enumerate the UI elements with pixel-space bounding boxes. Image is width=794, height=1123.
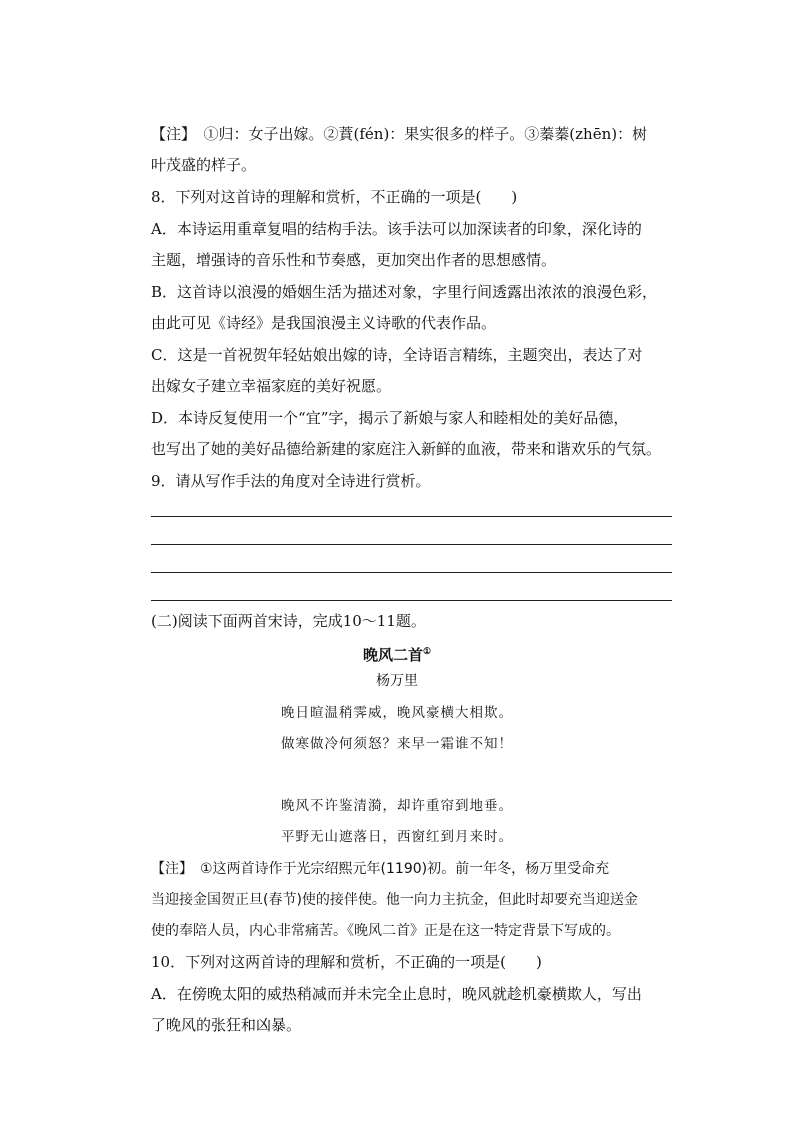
note-line: 叶茂盛的样子。 xyxy=(151,156,257,174)
poem-title: 晚风二首① xyxy=(362,646,432,664)
note-line: 【注】 ①这两首诗作于光宗绍熙元年(1190)初。前一年冬，杨万里受命充 xyxy=(151,861,610,877)
option-c-line: 出嫁女子建立幸福家庭的美好祝愿。 xyxy=(151,377,392,395)
option-d-line: D．本诗反复使用一个“宜”字，揭示了新娘与家人和睦相处的美好品德， xyxy=(151,409,629,427)
question-10-stem: 10．下列对这两首诗的理解和赏析，不正确的一项是( ) xyxy=(151,953,542,971)
option-a-line: A．在傍晚太阳的威热稍减而并未完全止息时，晚风就趁机豪横欺人，写出 xyxy=(151,985,642,1003)
note-line: 【注】 ①归：女子出嫁。②蕡(fén)：果实很多的样子。③蓁蓁(zhēn)：树 xyxy=(151,125,648,143)
option-a-line: A．本诗运用重章复唱的结构手法。该手法可以加深读者的印象，深化诗的 xyxy=(151,220,642,238)
answer-line xyxy=(151,516,672,517)
option-b-line: B．这首诗以浪漫的婚姻生活为描述对象，字里行间透露出浓浓的浪漫色彩， xyxy=(151,283,658,301)
answer-line xyxy=(151,544,672,545)
poem-line: 晚风不许鉴清漪，却许重帘到地垂。 xyxy=(281,798,513,814)
answer-line xyxy=(151,600,672,601)
option-d-line: 也写出了她的美好品德给新建的家庭注入新鲜的血液，带来和谐欢乐的气氛。 xyxy=(151,440,662,458)
question-9-stem: 9．请从写作手法的角度对全诗进行赏析。 xyxy=(151,472,431,490)
note-line: 使的奉陪人员，内心非常痛苦。《晚风二首》正是在这一特定背景下写成的。 xyxy=(151,923,620,939)
poem-line: 平野无山遮落日，西窗红到月来时。 xyxy=(281,829,513,845)
question-8-stem: 8．下列对这首诗的理解和赏析，不正确的一项是( ) xyxy=(151,188,518,206)
note-line: 当迎接金国贺正旦(春节)使的接伴使。他一向力主抗金，但此时却要充当迎送金 xyxy=(151,892,638,908)
poem-line: 晚日暄温稍霁威，晚风豪横大相欺。 xyxy=(281,705,513,721)
option-c-line: C．这是一首祝贺年轻姑娘出嫁的诗，全诗语言精练，主题突出，表达了对 xyxy=(151,346,643,364)
option-a-line: 主题，增强诗的音乐性和节奏感，更加突出作者的思想感情。 xyxy=(151,251,557,269)
poem-author: 杨万里 xyxy=(376,673,418,689)
answer-line xyxy=(151,572,672,573)
section-intro: (二)阅读下面两首宋诗，完成10～11题。 xyxy=(151,612,426,630)
poem-line: 做寒做冷何须怒？来早一霜谁不知！ xyxy=(281,736,513,752)
option-b-line: 由此可见《诗经》是我国浪漫主义诗歌的代表作品。 xyxy=(151,314,497,332)
option-a-line: 了晚风的张狂和凶暴。 xyxy=(151,1016,302,1034)
footnote-mark: ① xyxy=(422,647,432,657)
